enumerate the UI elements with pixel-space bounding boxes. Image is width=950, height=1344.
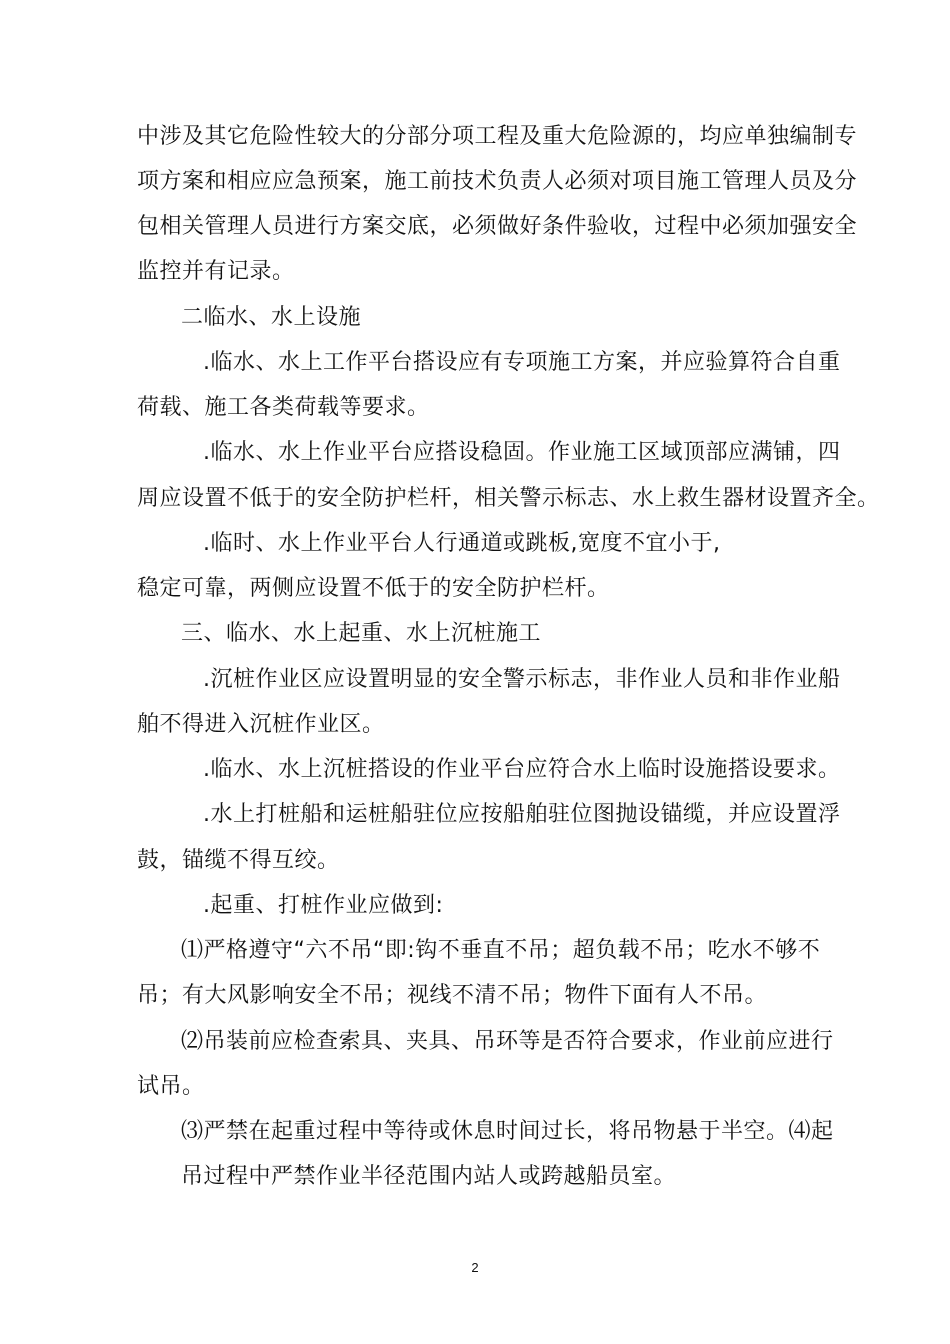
list-item-2-cont: 试吊。 xyxy=(137,1074,205,1099)
body-line-13: .沉桩作业区应设置明显的安全警示标志，非作业人员和非作业船 xyxy=(203,667,841,692)
body-line-1: 中涉及其它危险性较大的分部分项工程及重大危险源的，均应单独编制专 xyxy=(137,124,858,149)
body-line-4: 监控并有记录。 xyxy=(137,259,295,284)
body-line-8: .临水、水上作业平台应搭设稳固。作业施工区域顶部应满铺，四 xyxy=(203,440,841,465)
body-line-14: 舶不得进入沉桩作业区。 xyxy=(137,712,385,737)
body-line-11: 稳定可靠，两侧应设置不低于的安全防护栏杆。 xyxy=(137,576,610,601)
body-line-9: 周应设置不低于的安全防护栏杆，相关警示标志、水上救生器材设置齐全。 xyxy=(137,486,880,511)
body-line-16: .水上打桩船和运桩船驻位应按船舶驻位图抛设锚缆，并应设置浮 xyxy=(203,802,841,827)
body-line-7: 荷载、施工各类荷载等要求。 xyxy=(137,395,430,420)
body-line-2: 项方案和相应应急预案，施工前技术负责人必须对项目施工管理人员及分 xyxy=(137,169,858,194)
list-item-1: ⑴严格遵守“六不吊“即:钩不垂直不吊；超负载不吊；吃水不够不 xyxy=(181,938,821,963)
section-heading-3: 三、临水、水上起重、水上沉桩施工 xyxy=(181,621,542,646)
body-line-15: .临水、水上沉桩搭设的作业平台应符合水上临时设施搭设要求。 xyxy=(203,757,841,782)
body-line-6: .临水、水上工作平台搭设应有专项施工方案，并应验算符合自重 xyxy=(203,350,841,375)
page-number: 2 xyxy=(471,1260,479,1275)
list-item-2: ⑵吊装前应检查索具、夹具、吊环等是否符合要求，作业前应进行 xyxy=(181,1029,834,1054)
body-line-3: 包相关管理人员进行方案交底，必须做好条件验收，过程中必须加强安全 xyxy=(137,214,858,239)
list-item-3: ⑶严禁在起重过程中等待或休息时间过长，将吊物悬于半空。⑷起 xyxy=(181,1119,834,1144)
section-heading-2: 二临水、水上设施 xyxy=(181,305,362,330)
list-item-4-cont: 吊过程中严禁作业半径范围内站人或跨越船员室。 xyxy=(181,1164,677,1189)
body-line-10: .临时、水上作业平台人行通道或跳板,宽度不宜小于, xyxy=(203,531,721,556)
list-item-1-cont: 吊；有大风影响安全不吊；视线不清不吊；物件下面有人不吊。 xyxy=(137,983,768,1008)
body-line-17: 鼓，锚缆不得互绞。 xyxy=(137,848,340,873)
body-line-18: .起重、打桩作业应做到: xyxy=(203,893,444,918)
